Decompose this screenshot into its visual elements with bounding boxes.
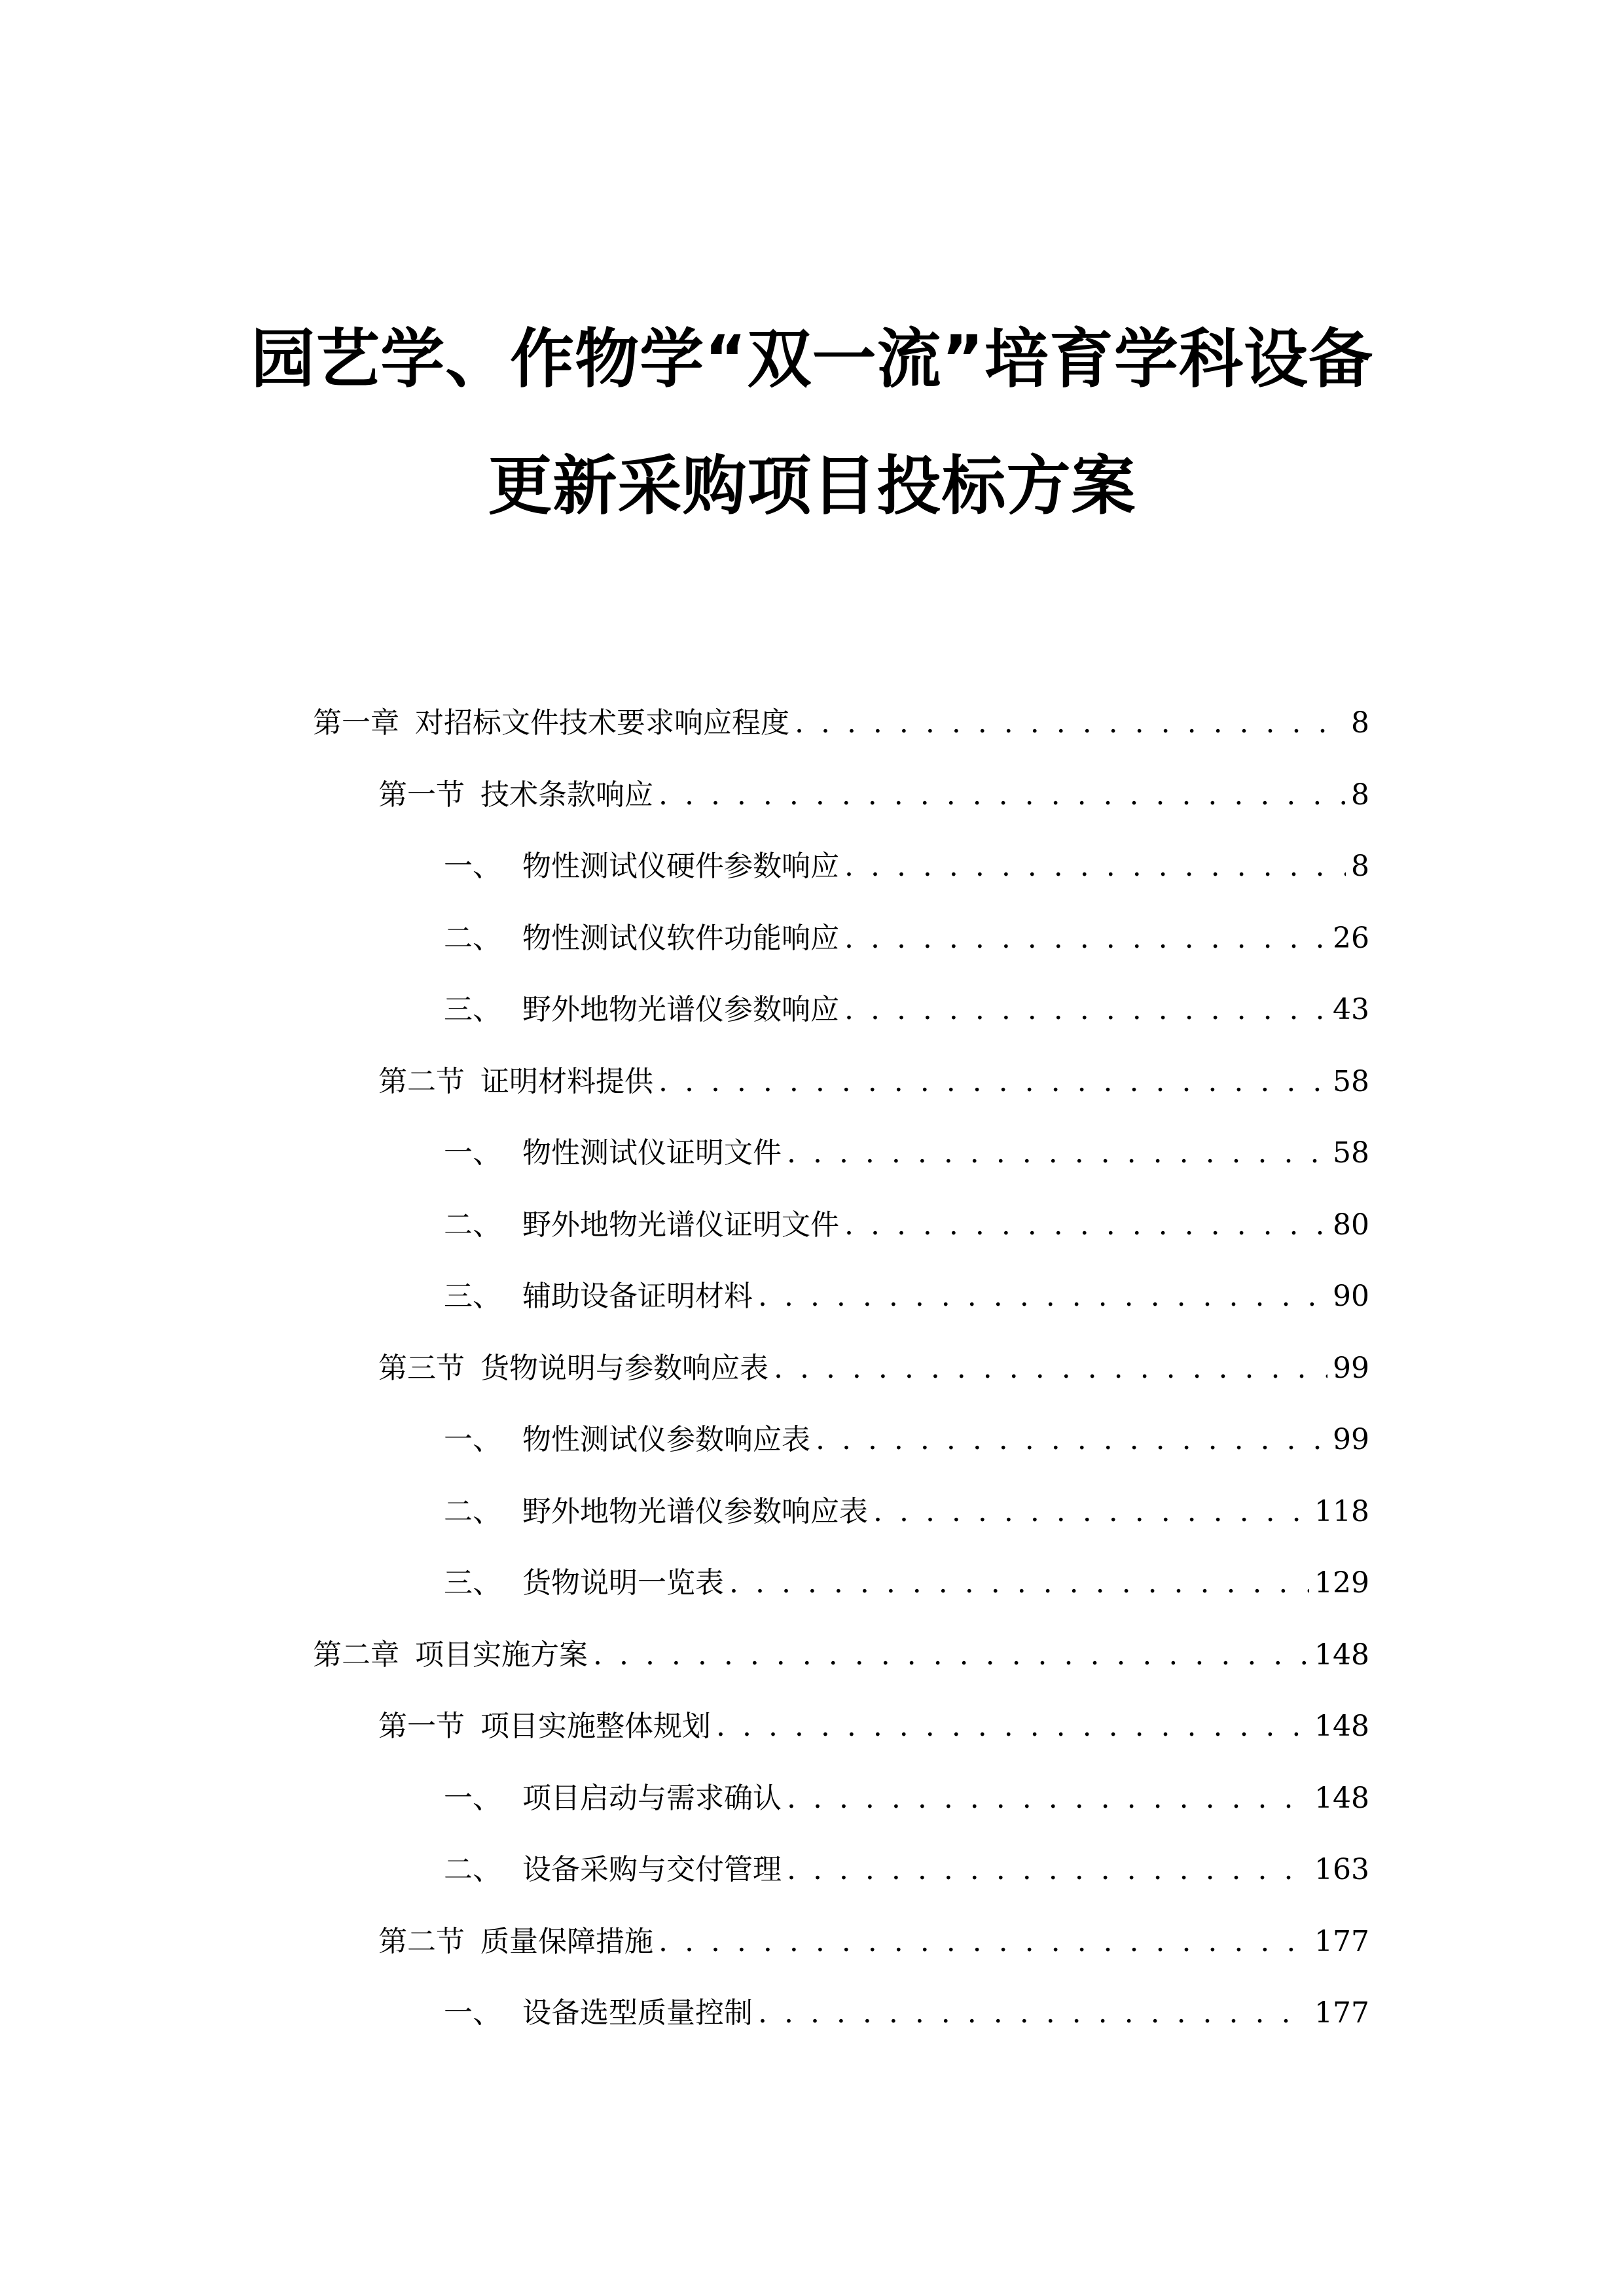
toc-entry-number: 第二节 — [378, 1065, 465, 1098]
toc-entry-label: 对招标文件技术要求响应程度 — [415, 706, 789, 740]
toc-dot-leader — [844, 916, 1327, 961]
toc-entry-number: 第一节 — [378, 778, 465, 812]
toc-entry-label: 设备选型质量控制 — [522, 1996, 753, 2030]
toc-entry-page-number: 148 — [1314, 1782, 1369, 1815]
title-line-2: 更新采购项目投标方案 — [488, 449, 1136, 524]
toc-entry-label: 野外地物光谱仪参数响应表 — [522, 1495, 868, 1528]
toc-entry-page-number: 177 — [1314, 1925, 1369, 1958]
toc-entry-label: 野外地物光谱仪参数响应 — [522, 993, 839, 1026]
toc-entry[interactable] — [444, 1274, 1369, 1319]
toc-dot-leader — [659, 1919, 1309, 1965]
toc-entry-label: 物性测试仪硬件参数响应 — [522, 850, 839, 883]
toc-entry-label: 项目实施整体规划 — [480, 1710, 711, 1743]
toc-entry-label: 野外地物光谱仪证明文件 — [522, 1208, 839, 1242]
toc-entry[interactable] — [444, 1130, 1369, 1176]
toc-entry-number: 一、 — [444, 1136, 501, 1170]
toc-entry-page-number: 8 — [1351, 778, 1369, 812]
toc-entry-number: 三、 — [444, 993, 501, 1026]
toc-entry[interactable] — [313, 700, 1369, 746]
toc-dot-leader — [659, 772, 1346, 818]
toc-dot-leader — [844, 1202, 1327, 1248]
toc-entry[interactable] — [378, 1919, 1369, 1965]
toc-entry-page-number: 8 — [1351, 850, 1369, 883]
toc-entry[interactable] — [444, 1776, 1369, 1821]
toc-dot-leader — [758, 1274, 1327, 1319]
toc-entry-page-number: 8 — [1351, 706, 1369, 740]
toc-entry-label: 项目启动与需求确认 — [522, 1782, 782, 1815]
toc-entry-page-number: 177 — [1314, 1996, 1369, 2030]
toc-entry-label: 辅助设备证明材料 — [522, 1280, 753, 1313]
toc-entry[interactable] — [444, 916, 1369, 961]
toc-dot-leader — [787, 1847, 1309, 1893]
toc-entry-page-number: 80 — [1333, 1208, 1369, 1242]
toc-entry[interactable] — [444, 1847, 1369, 1893]
toc-entry[interactable] — [378, 772, 1369, 818]
toc-entry-number: 一、 — [444, 850, 501, 883]
toc-entry-number: 二、 — [444, 1495, 501, 1528]
toc-entry-number: 三、 — [444, 1280, 501, 1313]
toc-entry[interactable] — [444, 1990, 1369, 2036]
toc-entry-label: 物性测试仪证明文件 — [522, 1136, 782, 1170]
toc-entry-page-number: 58 — [1333, 1065, 1369, 1098]
toc-dot-leader — [729, 1560, 1309, 1606]
toc-entry-label: 物性测试仪软件功能响应 — [522, 922, 839, 955]
toc-dot-leader — [816, 1417, 1327, 1463]
toc-entry-page-number: 148 — [1314, 1638, 1369, 1672]
toc-entry-page-number: 99 — [1333, 1352, 1369, 1385]
toc-entry[interactable] — [444, 1560, 1369, 1606]
toc-entry[interactable] — [378, 1059, 1369, 1105]
toc-entry-number: 二、 — [444, 1853, 501, 1886]
toc-entry-label: 证明材料提供 — [480, 1065, 653, 1098]
toc-entry-label: 项目实施方案 — [415, 1638, 588, 1672]
toc-entry[interactable] — [444, 1417, 1369, 1463]
toc-dot-leader — [787, 1776, 1309, 1821]
toc-entry[interactable] — [444, 1489, 1369, 1535]
toc-entry-page-number: 99 — [1333, 1423, 1369, 1456]
toc-entry-page-number: 43 — [1333, 993, 1369, 1026]
toc-entry-label: 货物说明一览表 — [522, 1566, 724, 1600]
toc-entry-number: 第二节 — [378, 1925, 465, 1958]
toc-dot-leader — [844, 844, 1346, 889]
document-title — [0, 322, 1624, 524]
toc-entry-label: 质量保障措施 — [480, 1925, 653, 1958]
toc-entry-page-number: 90 — [1333, 1280, 1369, 1313]
title-line-1: 园艺学、作物学“双一流”培育学科设备 — [251, 322, 1373, 397]
toc-entry[interactable] — [444, 844, 1369, 889]
toc-dot-leader — [844, 987, 1327, 1033]
toc-dot-leader — [873, 1489, 1309, 1535]
toc-dot-leader — [787, 1130, 1327, 1176]
toc-dot-leader — [593, 1632, 1309, 1678]
toc-entry[interactable] — [444, 987, 1369, 1033]
toc-entry-number: 第三节 — [378, 1352, 465, 1385]
toc-entry-number: 第二章 — [313, 1638, 399, 1672]
toc-entry-number: 一、 — [444, 1782, 501, 1815]
toc-entry-page-number: 58 — [1333, 1136, 1369, 1170]
toc-entry-page-number: 148 — [1314, 1710, 1369, 1743]
toc-entry-number: 一、 — [444, 1423, 501, 1456]
toc-entry[interactable] — [378, 1346, 1369, 1391]
toc-dot-leader — [774, 1346, 1327, 1391]
toc-entry-label: 技术条款响应 — [480, 778, 653, 812]
toc-entry-page-number: 26 — [1333, 922, 1369, 955]
toc-entry-number: 二、 — [444, 922, 501, 955]
toc-dot-leader — [758, 1990, 1309, 2036]
toc-entry-number: 二、 — [444, 1208, 501, 1242]
toc-entry-page-number: 129 — [1314, 1566, 1369, 1600]
toc-entry-number: 第一章 — [313, 706, 399, 740]
toc-dot-leader — [795, 700, 1346, 746]
toc-entry-number: 一、 — [444, 1996, 501, 2030]
toc-entry-page-number: 163 — [1314, 1853, 1369, 1886]
toc-entry-page-number: 118 — [1314, 1495, 1369, 1528]
toc-entry-number: 三、 — [444, 1566, 501, 1600]
toc-entry[interactable] — [313, 1632, 1369, 1678]
toc-dot-leader — [659, 1059, 1327, 1105]
toc-entry-number: 第一节 — [378, 1710, 465, 1743]
toc-dot-leader — [716, 1704, 1309, 1749]
toc-entry[interactable] — [444, 1202, 1369, 1248]
toc-entry[interactable] — [378, 1704, 1369, 1749]
toc-entry-label: 物性测试仪参数响应表 — [522, 1423, 810, 1456]
toc-entry-label: 设备采购与交付管理 — [522, 1853, 782, 1886]
toc-entry-label: 货物说明与参数响应表 — [480, 1352, 768, 1385]
